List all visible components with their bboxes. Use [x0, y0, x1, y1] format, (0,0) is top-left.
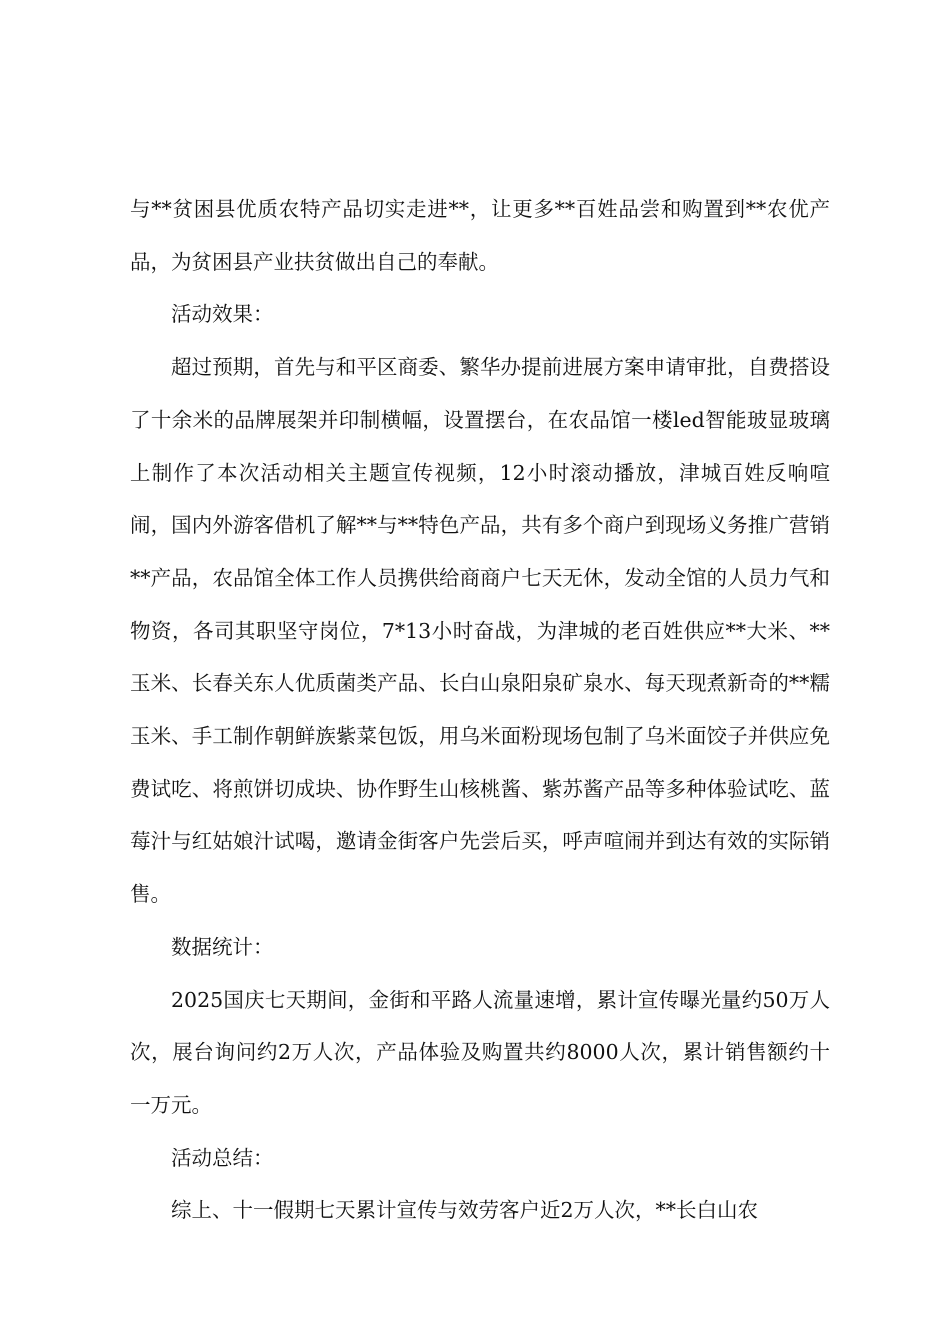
paragraph-data-statistics: 2025国庆七天期间，金街和平路人流量速增，累计宣传曝光量约50万人次，展台询问约2万人次，产品体验及购置共约8000人次，累计销售额约十一万元。 — [130, 987, 830, 1117]
heading-activity-effect: 活动效果： — [171, 302, 274, 327]
document-body — [130, 183, 830, 1237]
paragraph-continuation: 与**贫困县优质农特产品切实走进**，让更多**百姓品尝和购置到**农优产品，为贫困县产业扶贫做出自己的奉献。 — [130, 197, 830, 274]
heading-data-statistics: 数据统计： — [171, 934, 274, 959]
heading-activity-summary: 活动总结： — [171, 1145, 274, 1170]
paragraph-activity-summary: 综上、十一假期七天累计宣传与效劳客户近2万人次，**长白山农 — [171, 1198, 759, 1223]
paragraph-activity-effect: 超过预期，首先与和平区商委、繁华办提前进展方案申请审批，自费搭设了十余米的品牌展架并印制横幅，设置摆台，在农品馆一楼led智能玻显玻璃上制作了本次活动相关主题宣传视频，12小时滚动播放，津城百姓反响喧闹，国内外游客借机了解**与**特色产品，共有多个商户到现场义务推广营销**产品，农品馆全体工作人员携供给商商户七天无休，发动全馆的人员力气和物资，各司其职坚守岗位，7*13小时奋战，为津城的老百姓供应**大米、**玉米、长春关东人优质菌类产品、长白山泉阳泉矿泉水、每天现煮新奇的**糯玉米、手工制作朝鲜族紫菜包饭，用乌米面粉现场包制了乌米面饺子并供应免费试吃、将煎饼切成块、协作野生山核桃酱、紫苏酱产品等多种体验试吃、蓝莓汁与红姑娘汁试喝，邀请金街客户先尝后买，呼声喧闹并到达有效的实际销售。 — [130, 355, 830, 907]
